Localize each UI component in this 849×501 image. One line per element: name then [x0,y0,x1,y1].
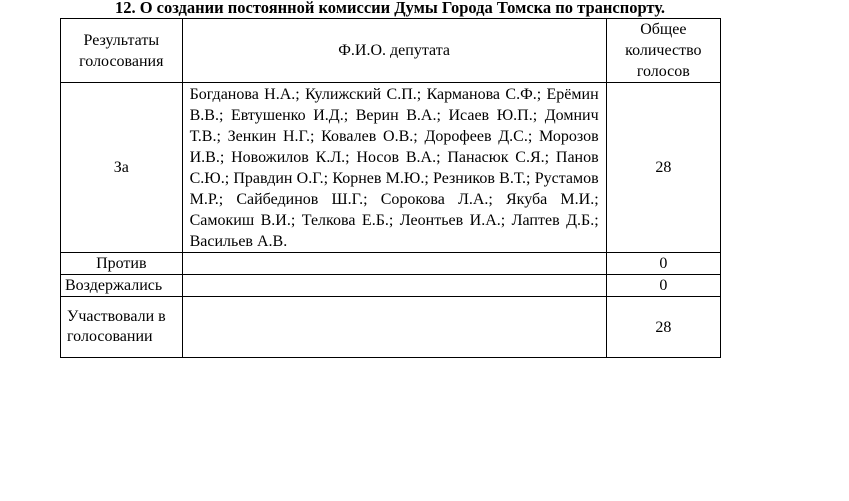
vote-count: 28 [606,83,720,253]
deputy-names [182,275,606,297]
deputy-names [182,297,606,358]
table-row-against [61,253,721,275]
voting-results-table [60,18,721,358]
table-row-participated [61,297,721,358]
row-label: Воздержались [61,275,183,297]
document-title: 12. О создании постоянной комиссии Думы Города Томска по транспорту. [114,0,666,17]
deputy-names: Богданова Н.А.; Кулижский С.П.; Карманова С.Ф.; Ерёмин В.В.; Евтушенко И.Д.; Верин В.А.; Исаев Ю.П.; Домнич Т.В.; Зенкин Н.Г.; Ковалев О.В.; Дорофеев Д.С.; Морозов И.В.; Новожилов К.Л.; Носов В.А.; Панасюк С.Я.; Панов С.Ю.; Правдин О.Г.; Корнев М.Ю.; Резников В.Т.; Рустамов М.Р.; Сайбединов Ш.Г.; Сорокова Л.А.; Якуба М.И.; Самокиш В.И.; Телкова Е.Б.; Леонтьев И.А.; Лаптев Д.Б.; Васильев А.В. [182,83,606,253]
vote-count: 0 [606,253,720,275]
header-total: Общее количество голосов [606,19,720,83]
row-label: Участвовали в голосовании [61,297,183,358]
vote-count: 0 [606,275,720,297]
vote-count: 28 [606,297,720,358]
header-result: Результаты голосования [61,19,183,83]
table-row-for [61,83,721,253]
row-label: За [61,83,183,253]
table-header-row [61,19,721,83]
row-label: Против [61,253,183,275]
deputy-names [182,253,606,275]
table-row-abstained [61,275,721,297]
header-names: Ф.И.О. депутата [182,19,606,83]
